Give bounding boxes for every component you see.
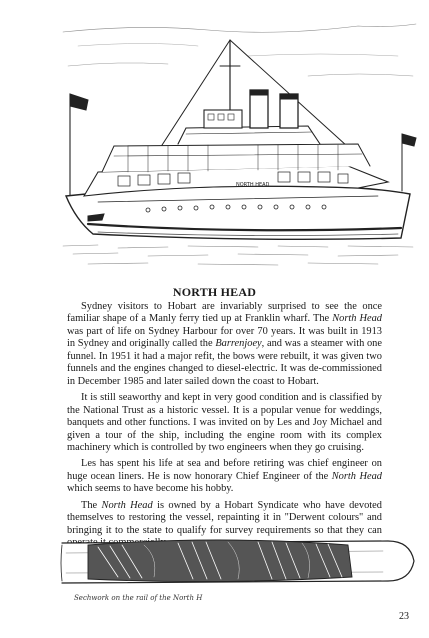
paragraph-text: Sydney visitors to Hobart are invariably surprised to see the once familiar shape of a Manly ferry tied up at Franklin wharf. The [67,301,382,325]
article-paragraph [67,301,382,388]
article-paragraph [67,458,382,495]
paragraph-text: was part of life on Sydney Harbour for over 70 years. It was built in 1913 in Sydney and originally called the [67,325,382,350]
vessel-name-text: North Head [331,470,382,482]
paragraph-text: which seems to have become his hobby. [67,483,234,495]
illustration-caption: Sechwork on the rail of the North H [74,594,203,602]
vessel-name-text: North Head [332,313,382,325]
rope-rail-illustration [58,527,418,599]
article-paragraph [67,392,382,454]
ship-illustration [58,6,418,276]
vessel-name-text: Barrenjoey [215,338,262,350]
vessel-name-text: North Head [101,499,153,511]
page-number: 23 [399,611,409,622]
paragraph-text: It is still seaworthy and kept in very good condition and is classified by the National Trust as a historic vessel. It is a popular venue for weddings, banquets and other functions. I was invited on by Les and Joy Michael and given a tour of the ship, including the engine room with its complex machinery which is controlled by two engineers when they go cruising. [67,392,382,453]
paragraph-text: is owned by a Hobart Syndicate who have devoted themselves to restoring the vessel, repainting it in "Derwent colours" and bringing it to the state to qualify for survey requirements so that they can [67,499,382,536]
paragraph-text: , and was a steamer with one funnel. In 1951 it had a major refit, the bows were rebuilt, it was given two funnels and the engines changed to diesel-electric. It was de-commissioned in December 1985 and later sailed down the coast to Hobart. [67,338,382,387]
article-body [67,301,382,554]
hull-name-text: NORTH HEAD [236,182,270,188]
paragraph-text: The [81,499,102,511]
paragraph-text: Les has spent his life at sea and before retiring was chief engineer on huge ocean liners. He is now honorary Chief Engineer of the [67,458,382,482]
article-heading: NORTH HEAD [172,285,257,299]
